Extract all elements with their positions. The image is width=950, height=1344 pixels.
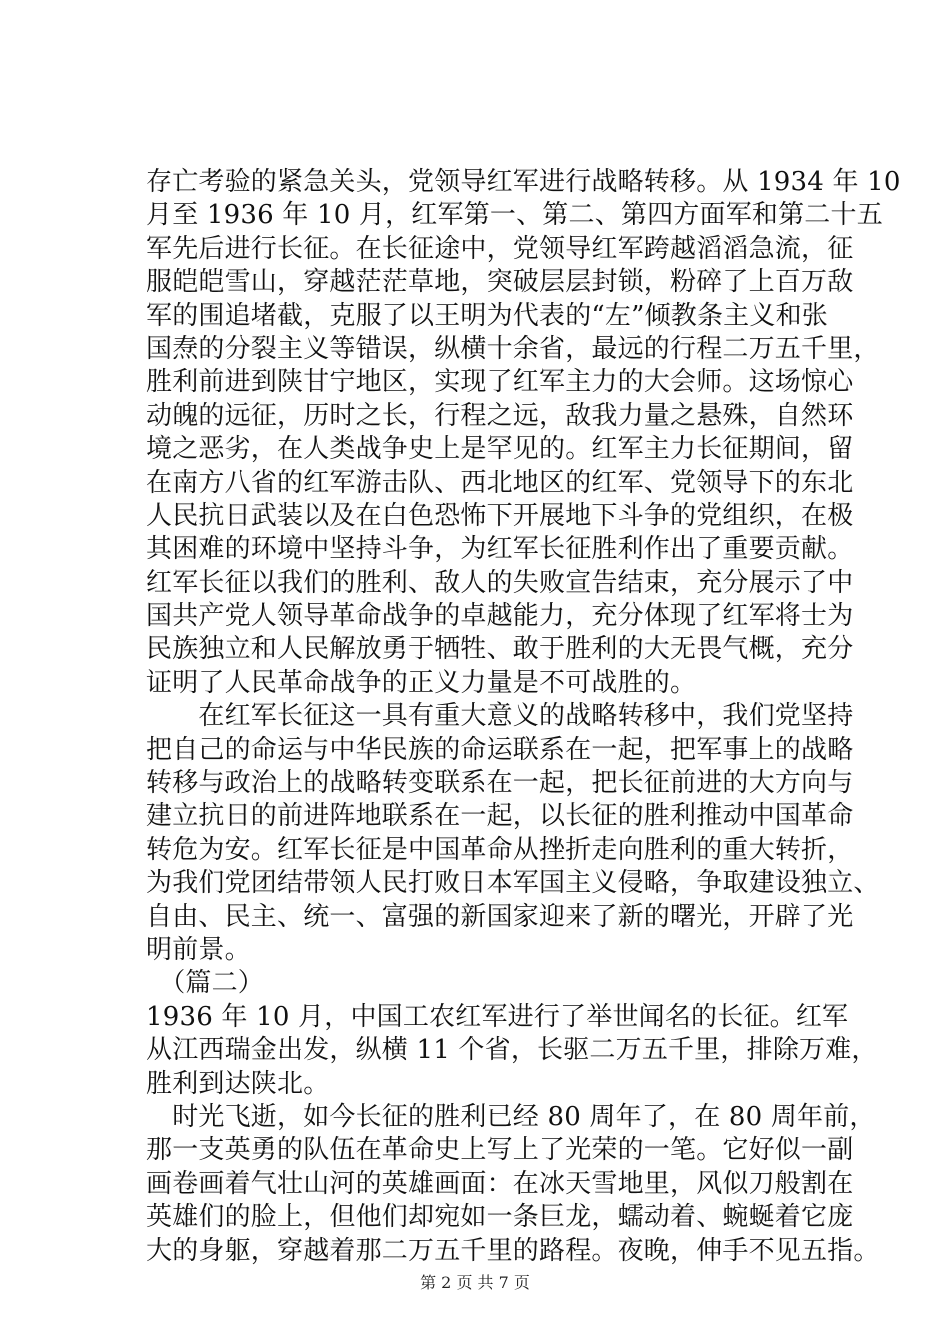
text-line: 证明了人民革命战争的正义力量是不可战胜的。	[146, 667, 697, 698]
text-line: 大的身躯，穿越着那二万五千里的路程。夜晚，伸手不见五指。	[146, 1235, 880, 1266]
text-line: 动魄的远征，历时之长，行程之远，敌我力量之悬殊，自然环	[146, 400, 854, 431]
text-line: 时光飞逝，如今长征的胜利已经 80 周年了，在 80 周年前，	[146, 1101, 876, 1132]
text-line: 1936 年 10 月，中国工农红军进行了举世闻名的长征。红军	[146, 1001, 849, 1032]
text-line: 那一支英勇的队伍在革命史上写上了光荣的一笔。它好似一副	[146, 1135, 854, 1166]
text-line: 自由、民主、统一、富强的新国家迎来了新的曙光，开辟了光	[146, 901, 854, 932]
text-line: 服皑皑雪山，穿越茫茫草地，突破层层封锁，粉碎了上百万敌	[146, 267, 854, 298]
text-line: 转移与政治上的战略转变联系在一起，把长征前进的大方向与	[146, 768, 854, 799]
text-line: 军先后进行长征。在长征途中，党领导红军跨越滔滔急流，征	[146, 233, 854, 264]
text-line: （篇二）	[146, 968, 265, 999]
text-line: 建立抗日的前进阵地联系在一起，以长征的胜利推动中国革命	[146, 801, 854, 832]
text-line: 红军长征以我们的胜利、敌人的失败宣告结束，充分展示了中	[146, 567, 854, 598]
text-line: 从江西瑞金出发，纵横 11 个省，长驱二万五千里，排除万难，	[146, 1035, 878, 1066]
text-line: 存亡考验的紧急关头，党领导红军进行战略转移。从 1934 年 10	[146, 167, 901, 197]
text-line: 明前景。	[146, 934, 251, 965]
text-line: 国共产党人领导革命战争的卓越能力，充分体现了红军将士为	[146, 601, 854, 632]
text-line: 胜利到达陕北。	[146, 1068, 330, 1099]
text-line: 把自己的命运与中华民族的命运联系在一起，把军事上的战略	[146, 734, 854, 765]
text-line: 国焘的分裂主义等错误，纵横十余省，最远的行程二万五千里，	[146, 333, 880, 364]
text-line: 月至 1936 年 10 月，红军第一、第二、第四方面军和第二十五	[146, 200, 883, 231]
text-line: 为我们党团结带领人民打败日本军国主义侵略，争取建设独立、	[146, 868, 880, 899]
document-body	[146, 166, 901, 1268]
text-line: 其困难的环境中坚持斗争，为红军长征胜利作出了重要贡献。	[146, 534, 854, 565]
text-line: 人民抗日武装以及在白色恐怖下开展地下斗争的党组织，在极	[146, 500, 854, 531]
text-line: 民族独立和人民解放勇于牺牲、敢于胜利的大无畏气概，充分	[146, 634, 854, 665]
text-line: 画卷画着气壮山河的英雄画面：在冰天雪地里，风似刀般割在	[146, 1168, 854, 1199]
text-line: 英雄们的脸上，但他们却宛如一条巨龙，蠕动着、蜿蜒着它庞	[146, 1202, 854, 1233]
text-line: 在红军长征这一具有重大意义的战略转移中，我们党坚持	[146, 701, 854, 732]
text-line: 境之恶劣，在人类战争史上是罕见的。红军主力长征期间，留	[146, 434, 854, 465]
text-line: 在南方八省的红军游击队、西北地区的红军、党领导下的东北	[146, 467, 854, 498]
page-footer: 第 2 页 共 7 页	[420, 1273, 530, 1292]
text-line: 转危为安。红军长征是中国革命从挫折走向胜利的重大转折，	[146, 834, 854, 865]
text-line: 军的围追堵截，克服了以王明为代表的“左”倾教条主义和张	[146, 300, 828, 331]
text-line: 胜利前进到陕甘宁地区，实现了红军主力的大会师。这场惊心	[146, 367, 854, 398]
